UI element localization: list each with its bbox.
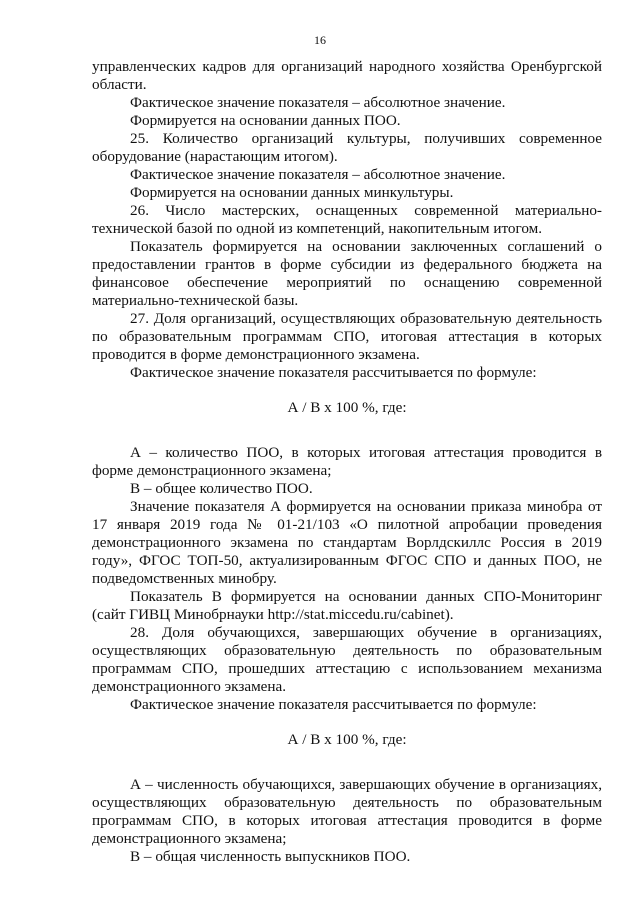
formula-variable-b: В – общее количество ПОО.	[130, 480, 313, 497]
paragraph-data-source: Формируется на основании данных минкультуры.	[130, 184, 454, 201]
paragraph-data-source: Показатель В формируется на основании данных СПО-Мониторинг (сайт ГИВЦ Минобрнауки http://stat.miccedu.ru/cabinet).	[92, 588, 602, 623]
formula-variable-b: В – общая численность выпускников ПОО.	[130, 848, 411, 865]
formula: А / В х 100 %, где:	[287, 731, 407, 748]
paragraph-value-type: Фактическое значение показателя – абсолютное значение.	[130, 94, 506, 111]
indicator-26-title: 26. Число мастерских, оснащенных современной материально-технической базой по одной из компетенций, накопительным итогом.	[92, 202, 602, 237]
paragraph-formula-intro: Фактическое значение показателя рассчитывается по формуле:	[130, 364, 537, 381]
indicator-28-title: 28. Доля обучающихся, завершающих обучение в организациях, осуществляющих образовательную деятельность по образовательным программам СПО, прошедших аттестацию с использованием механизма демонстрационного экзамена.	[92, 624, 602, 695]
indicator-25-title: 25. Количество организаций культуры, получивших современное оборудование (нарастающим итогом).	[92, 130, 602, 165]
paragraph-formula-intro: Фактическое значение показателя рассчитывается по формуле:	[130, 696, 537, 713]
paragraph-value-type: Фактическое значение показателя – абсолютное значение.	[130, 166, 506, 183]
indicator-27-title: 27. Доля организаций, осуществляющих образовательную деятельность по образовательным программам СПО, итоговая аттестация в которых проводится в форме демонстрационного экзамена.	[92, 310, 602, 363]
page-number: 16	[314, 33, 326, 47]
paragraph-data-source: Значение показателя А формируется на основании приказа минобра от 17 января 2019 года № 01-21/103 «О пилотной апробации проведения демонстрационного экзамена по стандартам Ворлдскиллс Россия в 2019 году», ФГОС ТОП-50, актуализированным ФГОС СПО и данных ПОО, не подведомственных минобру.	[92, 498, 602, 587]
paragraph-continuation: управленческих кадров для организаций народного хозяйства Оренбургской области.	[92, 58, 602, 93]
document-body	[92, 58, 602, 866]
formula-variable-a: А – количество ПОО, в которых итоговая аттестация проводится в форме демонстрационного экзамена;	[92, 444, 602, 479]
paragraph-data-source: Формируется на основании данных ПОО.	[130, 112, 401, 129]
paragraph-data-source: Показатель формируется на основании заключенных соглашений о предоставлении грантов в форме субсидии из федерального бюджета на финансовое обеспечение мероприятий по оснащению современной материально-технической базы.	[92, 238, 602, 309]
formula: А / В х 100 %, где:	[287, 399, 407, 416]
formula-variable-a: А – численность обучающихся, завершающих обучение в организациях, осуществляющих образовательную деятельность по образовательным программам СПО, в которых итоговая аттестация проводится в форме демонстрационного экзамена;	[92, 776, 602, 847]
